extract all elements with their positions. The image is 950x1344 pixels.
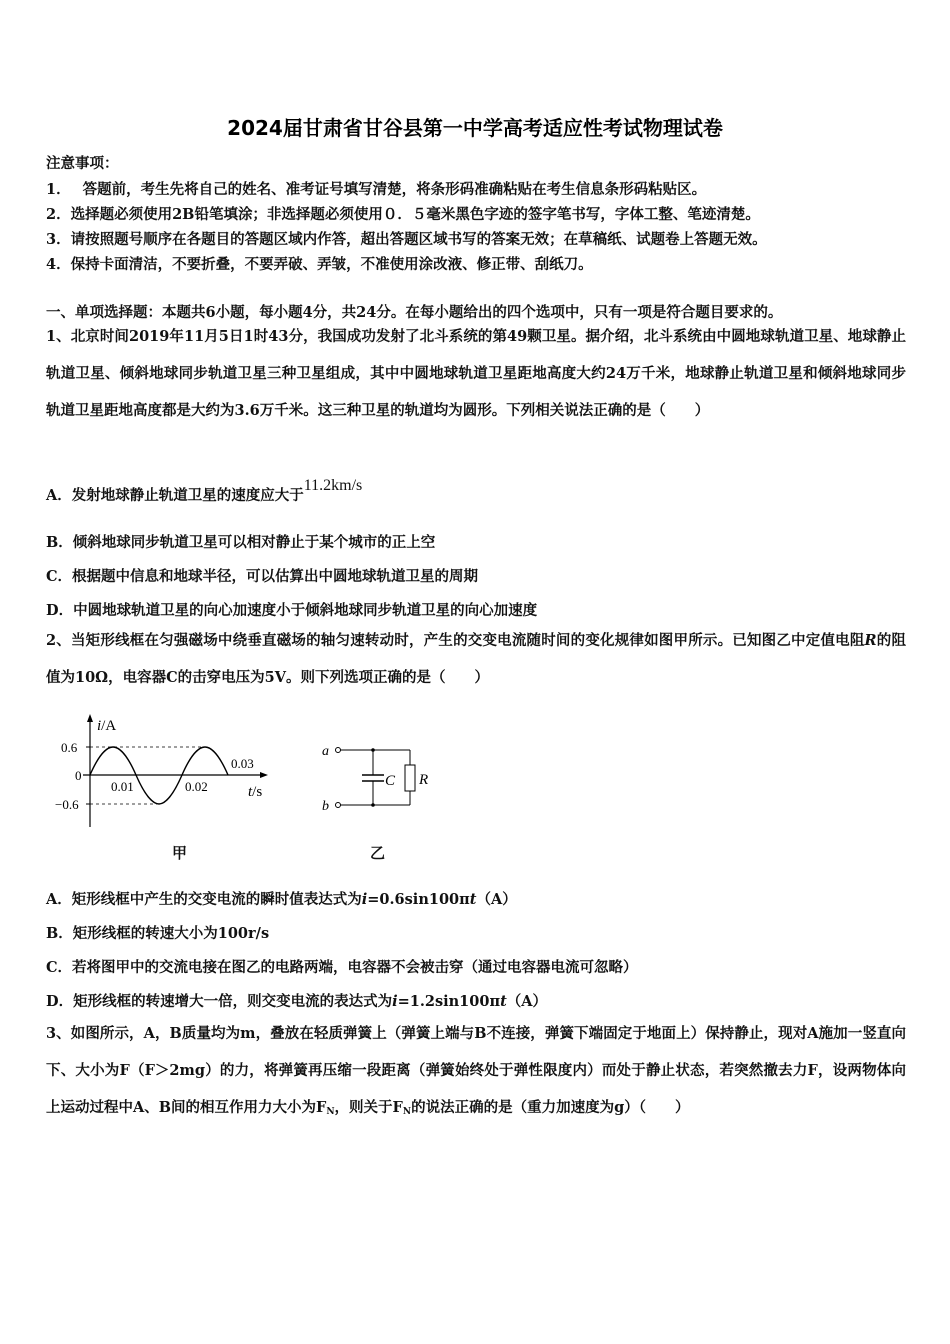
q2-option-d: D．矩形线框的转速增大一倍，则交变电流的表达式为i=1.2sin100πt（A） bbox=[46, 993, 548, 1010]
x-axis-label: t/s bbox=[248, 784, 263, 800]
current-time-graph bbox=[55, 712, 270, 832]
terminal-b bbox=[336, 803, 341, 808]
notice-item-4: 4．保持卡面清洁，不要折叠，不要弄破、弄皱，不准使用涂改液、修正带、刮纸刀。 bbox=[46, 256, 593, 273]
page-title: 2024届甘肃省甘谷县第一中学高考适应性考试物理试卷 bbox=[227, 116, 723, 140]
q3-stem: 3、如图所示，A，B质量均为m，叠放在轻质弹簧上（弹簧上端与B不连接，弹簧下端固定于地面上）保持静止，现对A施加一竖直向下、大小为F（F＞2mg）的力，将弹簧再压缩一段距离（弹簧始终处于弹性限度内）而处于静止状态，若突然撤去力F，设两物体向上运动过程中A、B间的相互作用力大小为$F_N$，则关于$F_N$的说法正确的是（重力加速度为g）（ ） bbox=[46, 1025, 906, 1117]
x-tick-label-0.03: 0.03 bbox=[231, 756, 254, 771]
notice-heading: 注意事项： bbox=[46, 155, 119, 172]
notice-item-3: 3．请按照题号顺序在各题目的答题区域内作答，超出答题区域书写的答案无效；在草稿纸、试题卷上答题无效。 bbox=[46, 231, 767, 248]
q2-option-a: A．矩形线框中产生的交变电流的瞬时值表达式为i=0.6sin100πt（A） bbox=[46, 891, 517, 908]
q2-option-b: B．矩形线框的转速大小为100r/s bbox=[46, 925, 270, 942]
q2-option-c: C．若将图甲中的交流电接在图乙的电路两端，电容器不会被击穿（通过电容器电流可忽略） bbox=[46, 959, 638, 976]
notice-item-1: 1． 答题前，考生先将自己的姓名、准考证号填写清楚，将条形码准确粘贴在考生信息条形码粘贴区。 bbox=[46, 181, 707, 198]
y-tick-label-0: 0 bbox=[75, 768, 82, 783]
x-tick-label-0.02: 0.02 bbox=[185, 779, 208, 794]
y-axis-arrow-icon bbox=[87, 714, 93, 722]
y-tick-label-neg-0.6: −0.6 bbox=[55, 797, 79, 812]
y-tick-label-0.6: 0.6 bbox=[61, 740, 78, 755]
q1-stem: 1、北京时间2019年11月5日1时43分，我国成功发射了北斗系统的第49颗卫星。据介绍，北斗系统由中圆地球轨道卫星、地球静止轨道卫星、倾斜地球同步轨道卫星三种卫星组成，其中中圆地球轨道卫星距地高度大约24万千米，地球静止轨道卫星和倾斜地球同步轨道卫星距地高度都是大约为3.6万千米。这三种卫星的轨道均为圆形。下列相关说法正确的是（ ） bbox=[46, 328, 906, 419]
q1-option-d: D．中圆地球轨道卫星的向心加速度小于倾斜地球同步轨道卫星的向心加速度 bbox=[46, 602, 538, 619]
section-heading: 一、单项选择题：本题共6小题，每小题4分，共24分。在每小题给出的四个选项中，只有一项是符合题目要求的。 bbox=[46, 304, 783, 321]
circuit-caption: 乙 bbox=[370, 844, 386, 862]
terminal-b-label: b bbox=[322, 799, 329, 812]
terminal-a-label: a bbox=[322, 744, 329, 759]
q1-option-a-formula: 11.2km/s bbox=[303, 477, 363, 494]
terminal-a bbox=[336, 748, 341, 753]
graph-caption: 甲 bbox=[172, 844, 188, 862]
resistor-label: R bbox=[419, 772, 429, 788]
q2-stem: 2、当矩形线框在匀强磁场中绕垂直磁场的轴匀速转动时，产生的交变电流随时间的变化规律如图甲所示。已知图乙中定值电阻R的阻值为10Ω，电容器C的击穿电压为5V。则下列选项正确的是（ ） bbox=[46, 632, 907, 686]
capacitor-label: C bbox=[385, 773, 396, 789]
x-tick-label-0.01: 0.01 bbox=[111, 779, 134, 794]
q1-option-c: C．根据题中信息和地球半径，可以估算出中圆地球轨道卫星的周期 bbox=[46, 568, 479, 585]
q1-option-a: A．发射地球静止轨道卫星的速度应大于11.2km/s bbox=[46, 477, 363, 504]
x-axis-arrow-icon bbox=[260, 772, 268, 778]
notice-item-2: 2．选择题必须使用2B铅笔填涂；非选择题必须使用０．５毫米黑色字迹的签字笔书写，字体工整、笔迹清楚。 bbox=[46, 206, 760, 223]
rc-circuit-diagram bbox=[318, 737, 443, 812]
resistor bbox=[405, 765, 415, 791]
y-axis-label: i/A bbox=[97, 718, 117, 734]
q1-option-b: B．倾斜地球同步轨道卫星可以相对静止于某个城市的正上空 bbox=[46, 534, 436, 551]
